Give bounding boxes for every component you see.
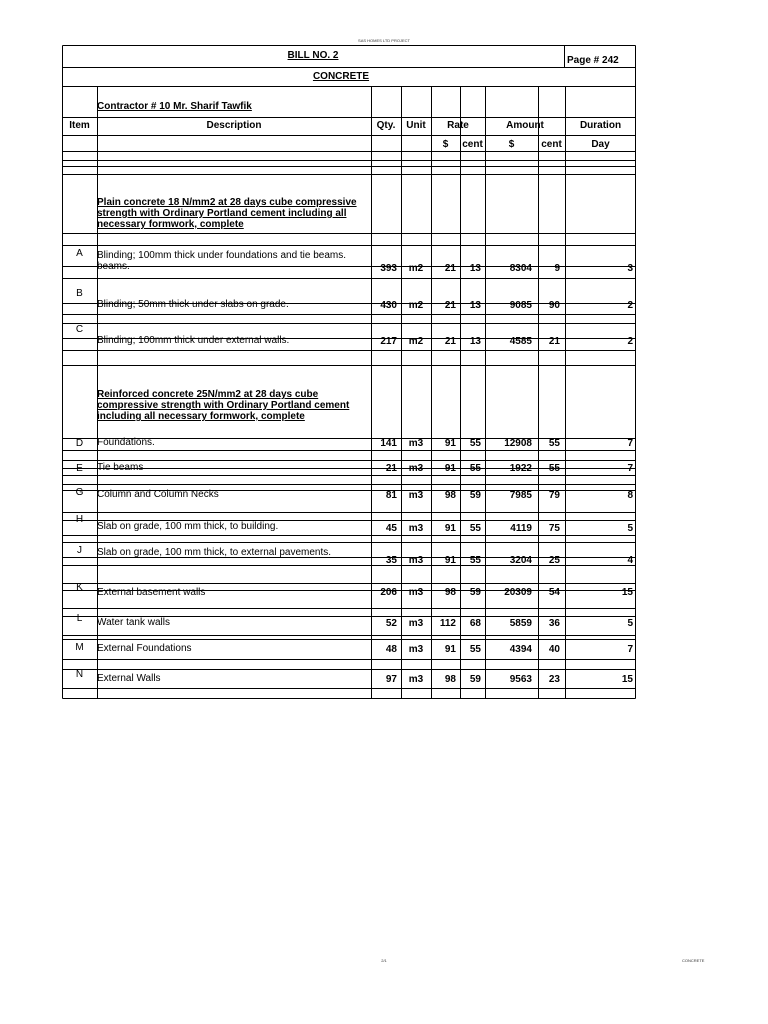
item-rate-cents: 68 <box>469 618 481 629</box>
item-duration-days: 4 <box>627 555 633 566</box>
item-unit: m3 <box>408 438 424 449</box>
section-heading-reinforced-concrete: Reinforced concrete 25N/mm2 at 28 days cube compressive strength with Ordinary Portland cement including all necessary formwork, complete <box>97 389 350 422</box>
col-header-qty: Qty. <box>376 120 396 131</box>
item-unit: m2 <box>408 263 424 274</box>
item-amount-dollars: 12908 <box>504 438 532 449</box>
item-qty: 21 <box>385 463 397 474</box>
item-rate-cents: 59 <box>469 587 481 598</box>
item-unit: m2 <box>408 336 424 347</box>
item-description: External basement walls <box>97 587 206 598</box>
col-header-duration: Duration <box>579 120 622 131</box>
item-code: D <box>75 438 84 449</box>
item-description: Tie beams <box>97 462 144 473</box>
item-qty: 48 <box>385 644 397 655</box>
item-qty: 217 <box>380 336 397 347</box>
col-header-amount: Amount <box>506 120 544 131</box>
document-header-small: SAS HOMES LTD PROJECT <box>358 38 410 43</box>
item-code: H <box>75 514 84 525</box>
col-sub-rate-dollar: $ <box>442 139 449 150</box>
item-duration-days: 7 <box>627 644 633 655</box>
item-code: C <box>75 324 84 335</box>
item-qty: 141 <box>380 438 397 449</box>
item-qty: 81 <box>385 490 397 501</box>
item-rate-dollars: 91 <box>444 644 456 655</box>
item-amount-cents: 79 <box>548 490 560 501</box>
item-code: G <box>75 487 84 498</box>
item-rate-dollars: 91 <box>444 523 456 534</box>
col-sub-rate-cent: cent <box>462 139 483 150</box>
item-rate-cents: 59 <box>469 490 481 501</box>
contractor-name: Contractor # 10 Mr. Sharif Tawfik <box>97 101 252 112</box>
item-rate-dollars: 91 <box>444 555 456 566</box>
item-unit: m3 <box>408 463 424 474</box>
item-amount-dollars: 9085 <box>509 300 532 311</box>
item-description: Blinding; 50mm thick under slabs on grade. <box>97 299 289 310</box>
item-rate-cents: 55 <box>469 438 481 449</box>
item-rate-cents: 55 <box>469 523 481 534</box>
item-qty: 35 <box>385 555 397 566</box>
item-unit: m3 <box>408 644 424 655</box>
item-amount-dollars: 4585 <box>509 336 532 347</box>
bill-sheet <box>62 45 636 699</box>
item-unit: m3 <box>408 523 424 534</box>
item-amount-dollars: 9563 <box>509 674 532 685</box>
col-header-rate: Rate <box>447 120 469 131</box>
item-code: M <box>75 642 84 653</box>
footer-page: 2/1 <box>381 958 387 963</box>
item-amount-dollars: 8304 <box>509 263 532 274</box>
item-rate-dollars: 98 <box>444 674 456 685</box>
item-unit: m3 <box>408 490 424 501</box>
item-description: Blinding; 100mm thick under foundations and tie beams. <box>97 250 347 261</box>
item-duration-days: 5 <box>627 523 633 534</box>
item-duration-days: 15 <box>621 674 633 685</box>
item-code: B <box>76 288 83 299</box>
col-header-item: Item <box>69 120 90 131</box>
item-amount-dollars: 4394 <box>509 644 532 655</box>
item-amount-cents: 9 <box>554 263 560 274</box>
item-amount-dollars: 20309 <box>504 587 532 598</box>
item-description: Slab on grade, 100 mm thick, to building. <box>97 521 279 532</box>
item-amount-cents: 21 <box>548 336 560 347</box>
item-amount-dollars: 3204 <box>509 555 532 566</box>
col-sub-amount-dollar: $ <box>508 139 515 150</box>
item-duration-days: 7 <box>627 438 633 449</box>
item-description: Water tank walls <box>97 617 170 628</box>
item-rate-cents: 55 <box>469 555 481 566</box>
item-amount-cents: 90 <box>548 300 560 311</box>
item-qty: 206 <box>380 587 397 598</box>
item-rate-cents: 55 <box>469 463 481 474</box>
item-description: External Walls <box>97 673 161 684</box>
col-header-description: Description <box>206 120 262 131</box>
bill-number: BILL NO. 2 <box>287 50 339 61</box>
item-duration-days: 15 <box>621 587 633 598</box>
item-qty: 52 <box>385 618 397 629</box>
item-duration-days: 2 <box>627 336 633 347</box>
col-sub-day: Day <box>591 139 610 150</box>
item-code: N <box>75 669 84 680</box>
item-duration-days: 7 <box>627 463 633 474</box>
item-duration-days: 3 <box>627 263 633 274</box>
item-description: Foundations. <box>97 437 155 448</box>
item-unit: m3 <box>408 587 424 598</box>
col-sub-amount-cent: cent <box>541 139 562 150</box>
col-header-unit: Unit <box>406 120 426 131</box>
item-code: J <box>77 545 82 556</box>
item-unit: m3 <box>408 555 424 566</box>
item-amount-dollars: 4119 <box>510 523 532 534</box>
item-description: Blinding; 100mm thick under external walls. <box>97 335 290 346</box>
item-amount-cents: 55 <box>548 438 560 449</box>
item-rate-cents: 59 <box>469 674 481 685</box>
item-description: External Foundations <box>97 643 192 654</box>
footer-section: CONCRETE <box>682 958 705 963</box>
item-code: K <box>76 582 83 593</box>
item-qty: 430 <box>380 300 397 311</box>
page-number: Page # 242 <box>567 55 619 66</box>
section-heading-plain-concrete: Plain concrete 18 N/mm2 at 28 days cube compressive strength with Ordinary Portland cement including all necessary formwork, complete <box>97 197 357 230</box>
item-description: Slab on grade, 100 mm thick, to external pavements. <box>97 547 332 558</box>
item-amount-cents: 40 <box>548 644 560 655</box>
item-amount-cents: 55 <box>548 463 560 474</box>
item-rate-dollars: 112 <box>439 618 456 629</box>
item-duration-days: 2 <box>627 300 633 311</box>
item-unit: m3 <box>408 618 424 629</box>
section-title: CONCRETE <box>312 71 370 82</box>
item-amount-cents: 54 <box>548 587 560 598</box>
item-rate-dollars: 98 <box>444 587 456 598</box>
item-amount-cents: 25 <box>548 555 560 566</box>
item-rate-dollars: 98 <box>444 490 456 501</box>
item-rate-dollars: 21 <box>444 300 456 311</box>
item-rate-cents: 13 <box>469 336 481 347</box>
item-rate-dollars: 91 <box>444 438 456 449</box>
item-code: L <box>76 613 83 624</box>
item-qty: 97 <box>385 674 397 685</box>
item-amount-dollars: 1922 <box>509 463 532 474</box>
item-qty: 45 <box>385 523 397 534</box>
item-rate-cents: 13 <box>469 300 481 311</box>
item-code: E <box>76 463 83 474</box>
item-description-cont: beams. <box>97 261 130 272</box>
item-rate-cents: 13 <box>469 263 481 274</box>
item-rate-dollars: 21 <box>444 263 456 274</box>
item-rate-dollars: 21 <box>444 336 456 347</box>
item-amount-cents: 36 <box>548 618 560 629</box>
item-rate-cents: 55 <box>469 644 481 655</box>
item-duration-days: 5 <box>627 618 633 629</box>
item-qty: 393 <box>380 263 397 274</box>
item-unit: m3 <box>408 674 424 685</box>
item-description: Column and Column Necks <box>97 489 219 500</box>
item-code: A <box>76 248 83 259</box>
item-amount-cents: 75 <box>548 523 560 534</box>
item-unit: m2 <box>408 300 424 311</box>
item-amount-dollars: 5859 <box>509 618 532 629</box>
item-duration-days: 8 <box>627 490 633 501</box>
item-amount-cents: 23 <box>548 674 560 685</box>
item-rate-dollars: 91 <box>444 463 456 474</box>
item-amount-dollars: 7985 <box>509 490 532 501</box>
